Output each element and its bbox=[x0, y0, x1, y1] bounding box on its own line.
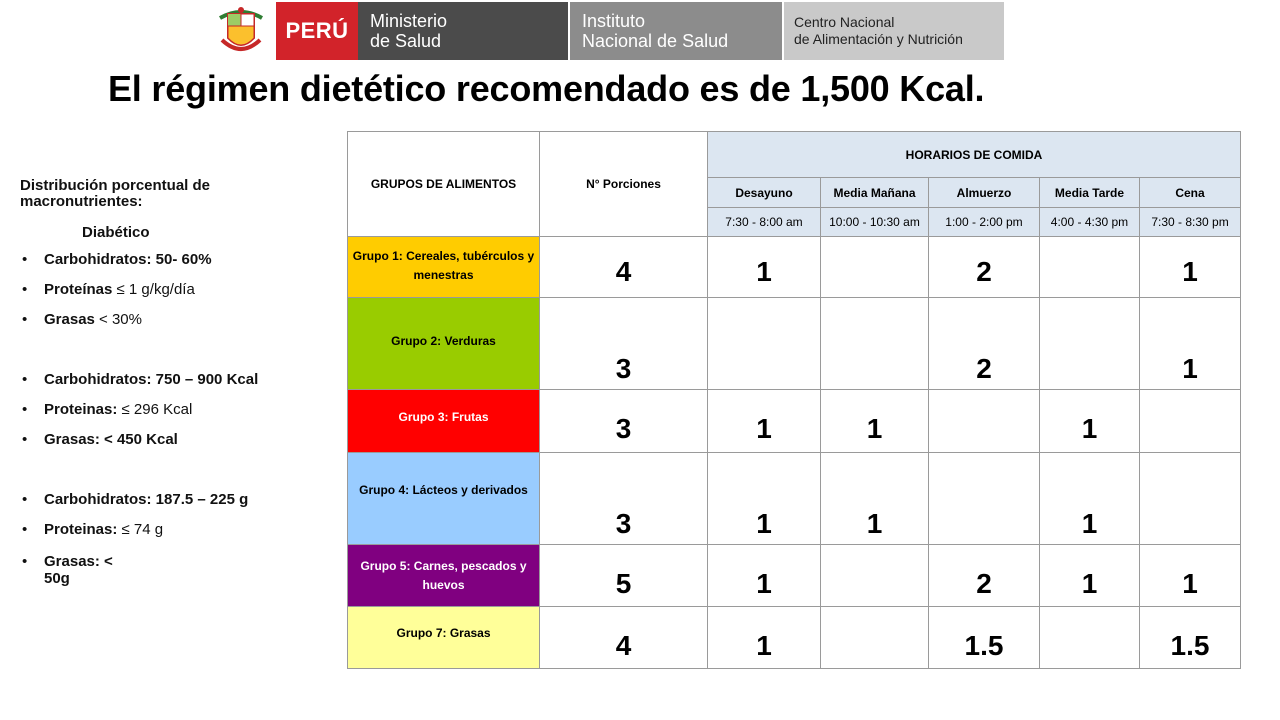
list-item: • Proteinas: ≤ 74 g bbox=[22, 521, 164, 538]
meal-time: 7:30 - 8:00 am bbox=[708, 208, 821, 237]
meal-cell: 1 bbox=[708, 545, 821, 607]
meal-cell: 1 bbox=[821, 453, 929, 545]
list-item: • Carbohidratos: 50- 60% bbox=[22, 251, 212, 268]
col-header-horarios: HORARIOS DE COMIDA bbox=[708, 132, 1241, 178]
table-row bbox=[348, 237, 1241, 298]
meal-cell bbox=[1140, 453, 1241, 545]
percent-list bbox=[20, 245, 320, 335]
porciones-cell: 5 bbox=[540, 545, 708, 607]
meal-time: 7:30 - 8:30 pm bbox=[1140, 208, 1241, 237]
meal-cell bbox=[821, 298, 929, 390]
meal-cell bbox=[1040, 607, 1140, 669]
meal-cell bbox=[821, 237, 929, 298]
food-group-cell: Grupo 4: Lácteos y derivados bbox=[348, 453, 540, 545]
food-group-cell: Grupo 5: Carnes, pescados y huevos bbox=[348, 545, 540, 607]
food-group-cell: Grupo 3: Frutas bbox=[348, 390, 540, 453]
kcal-list bbox=[20, 365, 320, 455]
meal-cell bbox=[1040, 237, 1140, 298]
list-item: • Carbohidratos: 187.5 – 225 g bbox=[22, 491, 249, 508]
meal-cell: 1 bbox=[1140, 237, 1241, 298]
porciones-cell: 4 bbox=[540, 607, 708, 669]
ministerio-salud-text: Ministerio de Salud bbox=[370, 11, 448, 51]
list-item: • Grasas: < 450 Kcal bbox=[22, 431, 178, 448]
table-row bbox=[348, 298, 1241, 390]
meal-cell: 1 bbox=[1040, 390, 1140, 453]
meal-cell: 1 bbox=[708, 607, 821, 669]
meal-cell: 1 bbox=[1140, 545, 1241, 607]
meal-cell bbox=[929, 453, 1040, 545]
meal-header: Desayuno bbox=[708, 178, 821, 208]
macronutrient-panel bbox=[20, 177, 320, 587]
table-row bbox=[348, 453, 1241, 545]
diet-schedule-table bbox=[347, 131, 1241, 669]
meal-cell: 2 bbox=[929, 545, 1040, 607]
meal-cell: 1 bbox=[708, 453, 821, 545]
table-row bbox=[348, 607, 1241, 669]
instituto-nacional-salud-logo bbox=[570, 2, 782, 60]
meal-cell: 1.5 bbox=[1140, 607, 1241, 669]
list-item: • Carbohidratos: 750 – 900 Kcal bbox=[22, 371, 259, 388]
meal-cell: 1.5 bbox=[929, 607, 1040, 669]
ministerio-salud-logo bbox=[358, 2, 568, 60]
list-item: • Proteínas ≤ 1 g/kg/día bbox=[22, 281, 195, 298]
peru-logo bbox=[276, 2, 358, 60]
food-group-cell: Grupo 2: Verduras bbox=[348, 298, 540, 390]
meal-cell: 1 bbox=[1140, 298, 1241, 390]
peru-logo-text: PERÚ bbox=[285, 18, 349, 43]
meal-header: Almuerzo bbox=[929, 178, 1040, 208]
meal-cell: 2 bbox=[929, 237, 1040, 298]
table-row bbox=[348, 545, 1241, 607]
food-group-cell: Grupo 7: Grasas bbox=[348, 607, 540, 669]
diabetic-subheading: Diabético bbox=[82, 224, 150, 241]
list-item: • Proteinas: ≤ 296 Kcal bbox=[22, 401, 193, 418]
meal-cell: 2 bbox=[929, 298, 1040, 390]
peru-coat-of-arms-icon bbox=[206, 2, 276, 60]
table-row bbox=[348, 390, 1241, 453]
grams-list bbox=[20, 485, 320, 587]
meal-cell bbox=[929, 390, 1040, 453]
instituto-nacional-salud-text: Instituto Nacional de Salud bbox=[582, 11, 729, 51]
page-title: El régimen dietético recomendado es de 1,500 Kcal. bbox=[108, 68, 985, 109]
meal-cell bbox=[821, 607, 929, 669]
meal-cell: 1 bbox=[1040, 545, 1140, 607]
meal-time: 10:00 - 10:30 am bbox=[821, 208, 929, 237]
meal-cell bbox=[821, 545, 929, 607]
cenan-logo bbox=[784, 2, 1004, 60]
meal-header: Media Mañana bbox=[821, 178, 929, 208]
meal-time: 1:00 - 2:00 pm bbox=[929, 208, 1040, 237]
col-header-grupos: GRUPOS DE ALIMENTOS bbox=[348, 132, 540, 237]
porciones-cell: 3 bbox=[540, 298, 708, 390]
header-logo-banner bbox=[206, 2, 1004, 60]
meal-cell bbox=[1140, 390, 1241, 453]
porciones-cell: 4 bbox=[540, 237, 708, 298]
list-item: • Grasas < 30% bbox=[22, 311, 142, 328]
meal-cell bbox=[708, 298, 821, 390]
list-item: • Grasas: < 50g bbox=[22, 553, 113, 587]
meal-cell: 1 bbox=[1040, 453, 1140, 545]
meal-cell: 1 bbox=[821, 390, 929, 453]
meal-cell: 1 bbox=[708, 237, 821, 298]
meal-header: Media Tarde bbox=[1040, 178, 1140, 208]
meal-header: Cena bbox=[1140, 178, 1241, 208]
macronutrient-heading: Distribución porcentual de macronutrientes: bbox=[20, 177, 211, 210]
porciones-cell: 3 bbox=[540, 453, 708, 545]
col-header-porciones: N° Porciones bbox=[540, 132, 708, 237]
meal-cell: 1 bbox=[708, 390, 821, 453]
meal-cell bbox=[1040, 298, 1140, 390]
meal-time: 4:00 - 4:30 pm bbox=[1040, 208, 1140, 237]
food-group-cell: Grupo 1: Cereales, tubérculos y menestras bbox=[348, 237, 540, 298]
porciones-cell: 3 bbox=[540, 390, 708, 453]
cenan-text: Centro Nacional de Alimentación y Nutrición bbox=[794, 14, 963, 47]
